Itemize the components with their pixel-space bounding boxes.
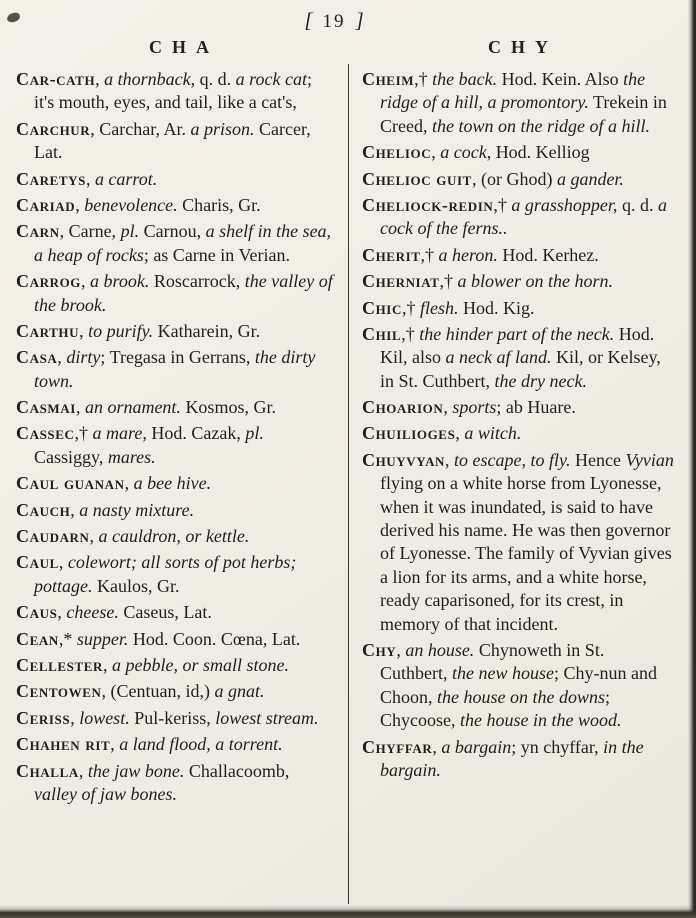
definition-text: a carrot. — [94, 168, 158, 189]
dictionary-entry — [16, 551, 334, 598]
definition-text: a cock — [440, 142, 487, 163]
definition-text: a thornback — [104, 69, 191, 89]
headword: Cariad — [16, 194, 76, 215]
dictionary-entry — [362, 396, 676, 419]
headword: Cherniat — [362, 271, 440, 292]
headword: Cauch — [16, 499, 71, 520]
definition-text: benevolence. — [84, 194, 178, 215]
definition-text: colewort; all sorts of pot herbs; pottage. — [34, 552, 297, 596]
dictionary-entry — [16, 168, 334, 191]
dictionary-entry — [16, 680, 334, 703]
definition-text: flesh. — [419, 297, 459, 318]
dictionary-entry — [16, 628, 334, 651]
definition-text: the back. — [432, 69, 498, 89]
definition-text: the new house — [452, 663, 554, 684]
dictionary-entry — [362, 736, 676, 783]
definition-text: to escape, to fly. — [454, 449, 571, 470]
dictionary-entry — [16, 194, 334, 217]
definition-text: , — [89, 526, 99, 547]
definition-text: ,† — [493, 194, 512, 215]
definition-text: Kaulos, Gr. — [92, 575, 180, 596]
scan-edge-right — [688, 0, 696, 918]
definition-text: , (Centuan, id,) — [101, 681, 215, 702]
definition-text: , Carchar, Ar. — [90, 118, 191, 139]
definition-text: pl. — [120, 221, 140, 242]
definition-text: ,† — [420, 244, 439, 265]
definition-text: Trekein in Creed, — [380, 92, 667, 136]
headword: Caus — [16, 602, 58, 623]
headword: Cheliock-redin — [362, 194, 494, 215]
definition-text: Vyvian — [625, 449, 674, 470]
headword: Chuyvyan — [362, 449, 446, 470]
column-header-cha: CHA — [149, 37, 219, 57]
definition-text: , — [78, 760, 88, 781]
definition-text: lowest stream. — [215, 707, 319, 728]
headword: Chy — [362, 639, 397, 660]
dictionary-entry — [16, 760, 334, 807]
dictionary-entry — [362, 141, 676, 164]
folio-bracket-left: [ — [304, 8, 313, 32]
definition-text: Hence — [570, 449, 626, 470]
definition-text: a cock of the ferns.. — [380, 194, 667, 239]
headword: Chic — [362, 297, 402, 318]
definition-text: the town on the ridge of a hill. — [431, 115, 650, 136]
definition-text: , — [85, 168, 95, 189]
headword: Caudarn — [16, 526, 90, 547]
definition-text: Caseus, Lat. — [118, 602, 212, 623]
definition-text: a rock cat — [235, 69, 307, 89]
definition-text: the dry neck. — [494, 370, 587, 391]
definition-text: a gander. — [556, 168, 624, 189]
dictionary-entry — [16, 422, 334, 469]
definition-text: , — [70, 707, 80, 728]
definition-text: the ridge of a hill, a promontory. — [380, 69, 646, 113]
definition-text: lowest. — [79, 707, 130, 728]
definition-text: dirty — [66, 347, 101, 368]
definition-text: the hinder part of the neck. — [419, 323, 615, 344]
definition-text: , — [70, 499, 80, 520]
dictionary-entry — [16, 220, 334, 267]
definition-text: a brook. — [90, 271, 150, 292]
definition-text: pl. — [245, 423, 264, 444]
headword: Casmai — [16, 397, 76, 418]
dictionary-entry — [362, 422, 676, 445]
headword: Chahen rit — [16, 734, 111, 755]
definition-text: ,† — [74, 423, 93, 444]
definition-text: , — [75, 397, 85, 418]
definition-text: , Carne, — [59, 221, 121, 242]
headword: Carn — [16, 221, 60, 242]
definition-text: a shelf in the sea, a heap of rocks — [34, 221, 332, 265]
definition-text: , — [432, 736, 442, 757]
definition-text: a cauldron, or kettle. — [98, 526, 250, 547]
definition-text: a bargain — [441, 736, 512, 757]
dictionary-entry — [362, 297, 676, 320]
definition-text: a heron. — [438, 244, 498, 265]
definition-text: ,† — [414, 69, 433, 89]
definition-text: , Hod. Kelliog — [486, 142, 590, 163]
definition-text: ; it's mouth, eyes, and tail, like a cat's, — [34, 69, 312, 113]
left-column — [16, 68, 334, 809]
folio-number: 19 — [322, 11, 346, 32]
definition-text: Challacoomb, — [184, 760, 290, 781]
dictionary-entry — [16, 472, 334, 495]
definition-text: an ornament. — [84, 397, 181, 418]
definition-text: , — [95, 69, 105, 89]
headword: Chelioc — [362, 142, 432, 163]
headword: Chuilioges — [362, 423, 456, 444]
headword: Caul guanan — [16, 473, 125, 494]
page-number — [0, 8, 668, 33]
definition-text: , — [75, 194, 85, 215]
definition-text: a bee hive. — [133, 473, 212, 494]
headword: Car-cath — [16, 69, 96, 89]
definition-text: , — [110, 734, 120, 755]
definition-text: sports — [452, 397, 497, 418]
dictionary-entry — [16, 499, 334, 522]
definition-text: ,† — [439, 271, 458, 292]
scan-edge-bottom — [0, 905, 696, 918]
definition-text: the dirty town. — [34, 347, 316, 391]
definition-text: an house. — [405, 639, 475, 660]
dictionary-entry — [16, 601, 334, 624]
definition-text: , — [455, 423, 465, 444]
definition-text: a neck af land. — [445, 347, 552, 368]
definition-text: , — [103, 654, 113, 675]
definition-text: ,† — [401, 323, 420, 344]
dictionary-entry — [362, 323, 676, 393]
headword: Chyffar — [362, 736, 433, 757]
definition-text: ; Tregasa in Gerrans, — [100, 347, 255, 368]
definition-text: mares. — [107, 446, 156, 467]
dictionary-entry — [362, 270, 676, 293]
dictionary-entry — [16, 396, 334, 419]
definition-text: Cassiggy, — [34, 446, 108, 467]
headword: Cherit — [362, 244, 421, 265]
dictionary-entry — [16, 733, 334, 756]
definition-text: a pebble, or small stone. — [112, 654, 290, 675]
definition-text: supper. — [76, 628, 129, 649]
headword: Casa — [16, 347, 58, 368]
definition-text: , — [445, 449, 455, 470]
definition-text: flying on a white horse from Lyonesse, when it was inundated, is said to have derived his name. He was then governor of Lyonesse. The family of Vyvian gives a lion for its arms, and a white horse, ready caparisoned, for its crest, in memory of that incident. — [380, 473, 672, 634]
definition-text: Hod. Kerhez. — [497, 244, 599, 265]
headword: Cean — [16, 628, 59, 649]
definition-text: Hod. Coon. Cœna, Lat. — [128, 628, 301, 649]
definition-text: a land flood, a torrent. — [119, 734, 283, 755]
definition-text: , — [396, 639, 406, 660]
dictionary-entry — [16, 346, 334, 393]
headword: Cheim — [362, 69, 415, 89]
definition-text: valley of jaw bones. — [34, 783, 177, 804]
dictionary-entry — [16, 654, 334, 677]
dictionary-entry — [16, 320, 334, 343]
definition-text: Carnou, — [139, 221, 206, 242]
dictionary-entry — [362, 194, 676, 241]
definition-text: in the bargain. — [380, 736, 644, 780]
dictionary-entry — [362, 449, 676, 636]
definition-text: a prison. — [190, 118, 255, 139]
headword: Choarion — [362, 397, 444, 418]
definition-text: , (or Ghod) — [471, 168, 557, 189]
definition-text: ; Chycoose, — [380, 686, 611, 731]
definition-text: , — [81, 271, 90, 292]
headword: Cellester — [16, 654, 104, 675]
definition-text: cheese. — [66, 602, 119, 623]
definition-text: , — [124, 473, 134, 494]
headword: Chelioc guit — [362, 168, 472, 189]
headword: Challa — [16, 760, 79, 781]
definition-text: Hod. Kil, also — [380, 323, 655, 368]
definition-text: ; as Carne in Verian. — [143, 244, 290, 265]
dictionary-entry — [362, 639, 676, 733]
definition-text: Hod. Kein. Also — [497, 69, 624, 89]
headword: Ceriss — [16, 707, 71, 728]
definition-text: the house on the downs — [437, 686, 606, 707]
column-divider — [348, 64, 349, 904]
definition-text: a mare — [92, 423, 143, 444]
definition-text: ; Chy-nun and Choon, — [380, 663, 657, 707]
definition-text: a gnat. — [214, 681, 265, 702]
dictionary-entry — [362, 68, 676, 138]
definition-text: Carcer, Lat. — [34, 118, 311, 163]
definition-text: Chynoweth in St. Cuthbert, — [380, 639, 605, 684]
definition-text: , — [443, 397, 453, 418]
definition-text: the jaw bone. — [87, 760, 185, 781]
definition-text: a witch. — [464, 423, 522, 444]
definition-text: ,† — [401, 297, 420, 318]
definition-text: , — [57, 347, 67, 368]
definition-text: a blower on the horn. — [457, 271, 614, 292]
headword: Caul — [16, 552, 59, 573]
headword: Carrog — [16, 271, 81, 292]
definition-text: , Hod. Cazak, — [142, 423, 246, 444]
headword: Cassec — [16, 423, 75, 444]
dictionary-entry — [16, 68, 334, 115]
definition-text: the house in the wood. — [460, 710, 622, 731]
dictionary-entry — [16, 118, 334, 165]
definition-text: a nasty mixture. — [79, 499, 195, 520]
definition-text: a grasshopper, — [511, 194, 618, 215]
dictionary-entry — [362, 244, 676, 267]
definition-text: ,* — [58, 628, 77, 649]
definition-text: , — [79, 320, 89, 341]
definition-text: the valley of the brook. — [34, 271, 333, 315]
definition-text: Katharein, Gr. — [153, 320, 261, 341]
definition-text: ; yn chyffar, — [511, 736, 604, 757]
headword: Centowen — [16, 681, 102, 702]
folio-bracket-right: ] — [355, 8, 364, 32]
dictionary-entry — [16, 525, 334, 548]
definition-text: Pul-keriss, — [129, 707, 216, 728]
definition-text: Hod. Kig. — [458, 297, 535, 318]
definition-text: Charis, Gr. — [177, 194, 261, 215]
right-column — [362, 68, 676, 785]
dictionary-entry — [16, 270, 334, 317]
definition-text: Roscarrock, — [149, 271, 245, 292]
headword: Chil — [362, 323, 402, 344]
definition-text: to purify. — [88, 320, 154, 341]
headword: Carthu — [16, 320, 80, 341]
dictionary-entry — [16, 707, 334, 730]
headword: Carchur — [16, 118, 91, 139]
definition-text: , — [58, 552, 68, 573]
definition-text: q. d. — [617, 194, 658, 215]
definition-text: , — [431, 142, 441, 163]
column-header-chy: CHY — [488, 37, 558, 57]
definition-text: ; ab Huare. — [496, 397, 576, 418]
dictionary-entry — [362, 168, 676, 191]
definition-text: Kil, or Kelsey, in St. Cuthbert, — [380, 347, 661, 391]
definition-text: , q. d. — [190, 69, 236, 89]
definition-text: , — [57, 602, 67, 623]
headword: Caretys — [16, 168, 86, 189]
definition-text: Kosmos, Gr. — [180, 397, 276, 418]
